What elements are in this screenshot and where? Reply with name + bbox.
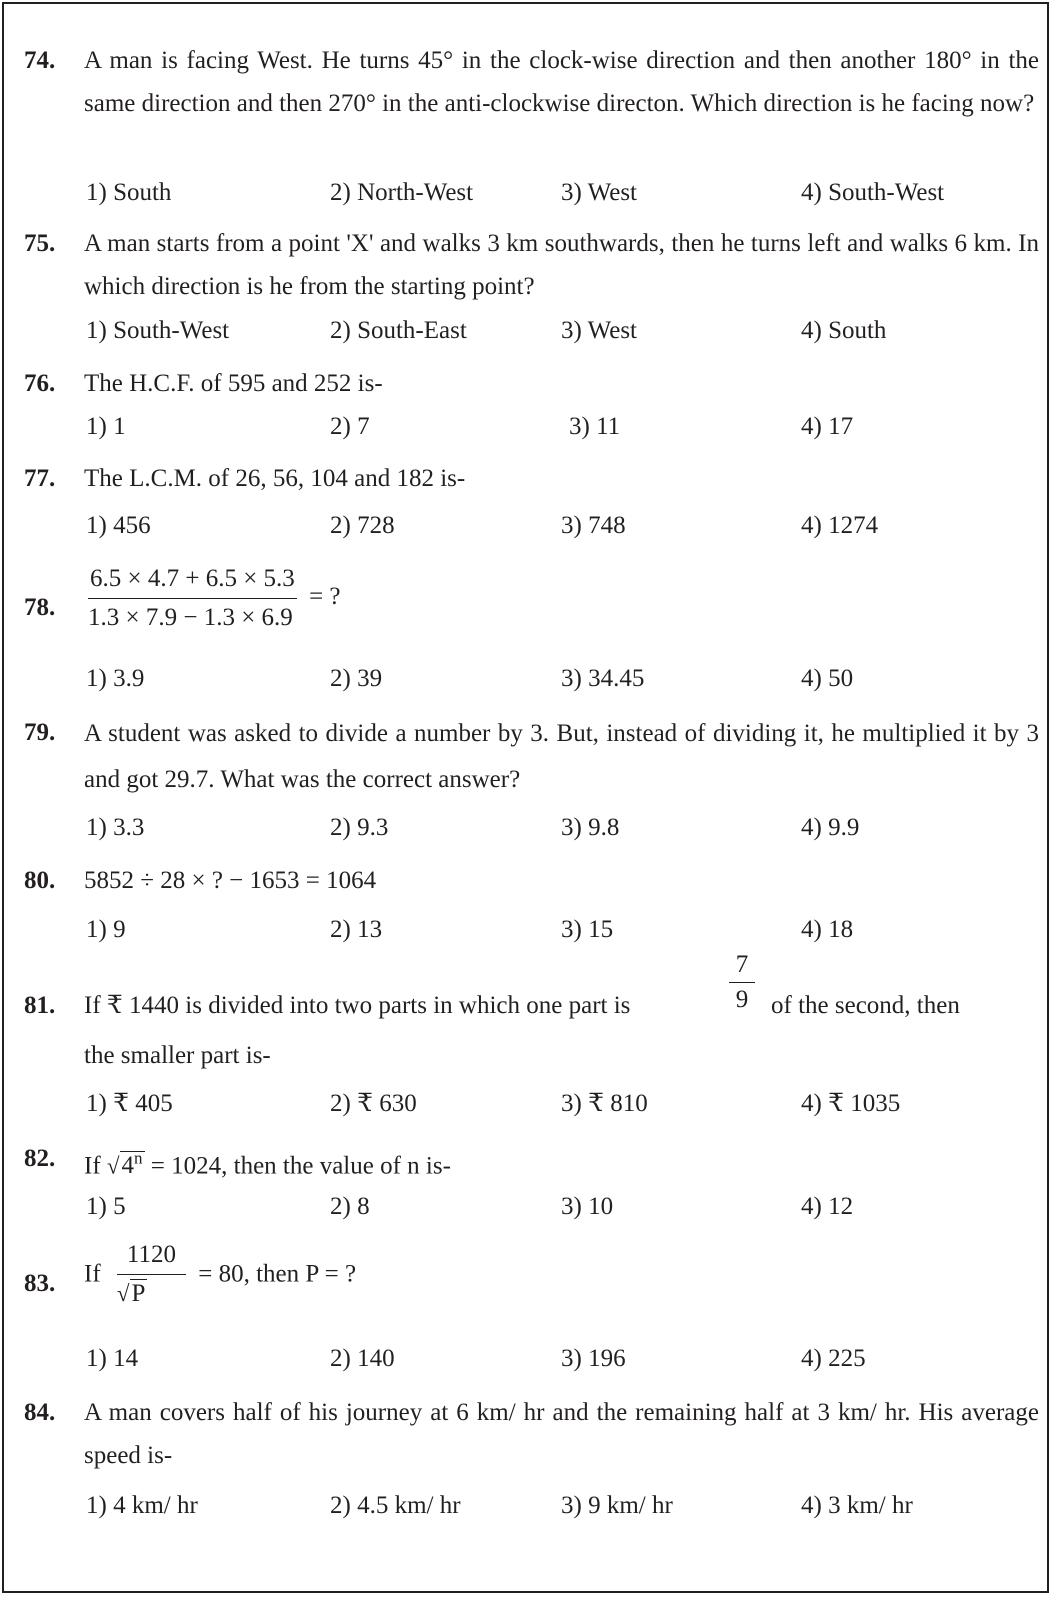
option-1[interactable]: 1) South-West [86,317,230,344]
question-number: 76. [24,370,56,397]
option-1[interactable]: 1) 9 [86,916,126,943]
option-3[interactable]: 3) 748 [561,512,626,539]
question-text-start: If [84,1260,101,1288]
option-3[interactable]: 3) 15 [561,916,614,943]
option-3[interactable]: 3) ₹ 810 [561,1090,648,1117]
option-4[interactable]: 4) 12 [801,1193,854,1220]
option-4[interactable]: 4) South-West [801,179,945,206]
option-3[interactable]: 3) West [561,179,637,206]
option-2[interactable]: 2) 140 [330,1345,395,1372]
fraction-numerator: 6.5 × 4.7 + 6.5 × 5.3 [88,564,297,599]
question-text-line2: the smaller part is- [84,1042,271,1069]
option-2[interactable]: 2) 13 [330,916,383,943]
option-1[interactable]: 1) 4 km/ hr [86,1492,198,1519]
question-number: 78. [24,594,56,621]
square-root [107,1137,145,1187]
option-4[interactable]: 4) 9.9 [801,814,860,841]
option-4[interactable]: 4) 1274 [801,512,879,539]
option-4[interactable]: 4) 17 [801,413,854,440]
question-number: 74. [24,47,56,74]
option-4[interactable]: 4) 3 km/ hr [801,1492,913,1519]
option-3[interactable]: 3) 196 [561,1345,626,1372]
option-2[interactable]: 2) ₹ 630 [330,1090,417,1117]
option-1[interactable]: 1) ₹ 405 [86,1090,173,1117]
question-text-end: = 80, then P = ? [198,1260,357,1288]
question-text: A student was asked to divide a number by 3. But, instead of dividing it, he multiplied it by 3 and got 29.7. What was the correct answer? [84,720,1039,793]
question-number: 83. [24,1270,56,1297]
radicand: P [131,1280,146,1307]
option-2[interactable]: 2) 4.5 km/ hr [330,1492,461,1519]
option-2[interactable]: 2) 8 [330,1193,370,1220]
option-3[interactable]: 3) West [561,317,637,344]
option-4[interactable]: 4) ₹ 1035 [801,1090,901,1117]
question-expression [84,1240,1039,1309]
option-1[interactable]: 1) 3.9 [86,665,145,692]
question-text: 5852 ÷ 28 × ? − 1653 = 1064 [84,867,377,894]
fraction-numerator: 7 [729,948,755,983]
fraction-numerator: 1120 [117,1240,186,1275]
question-number: 82. [24,1145,56,1172]
question-text-end: = 1024, then the value of n is- [150,1152,451,1180]
option-2[interactable]: 2) North-West [330,179,474,206]
question-expression [84,564,1039,633]
question-text: The L.C.M. of 26, 56, 104 and 182 is- [84,465,466,492]
option-4[interactable]: 4) South [801,317,887,344]
radical-sign: √ [106,1153,120,1179]
question-number: 81. [24,992,56,1019]
option-2[interactable]: 2) 7 [330,413,370,440]
question-text [84,1137,1039,1187]
exponent: n [134,1149,143,1168]
radicand-base: 4 [121,1152,135,1180]
option-2[interactable]: 2) 9.3 [330,814,389,841]
question-number: 80. [24,867,56,894]
option-1[interactable]: 1) 5 [86,1193,126,1220]
option-3[interactable]: 3) 9.8 [561,814,620,841]
option-4[interactable]: 4) 50 [801,665,854,692]
option-4[interactable]: 4) 18 [801,916,854,943]
fraction [117,1240,186,1309]
question-text: A man starts from a point 'X' and walks 3 km southwards, then he turns left and walks 6 km. In which direction is he from the starting point? [84,230,1039,300]
expression-tail: = ? [309,583,341,611]
question-text: The H.C.F. of 595 and 252 is- [84,370,383,397]
option-4[interactable]: 4) 225 [801,1345,866,1372]
option-2[interactable]: 2) 728 [330,512,395,539]
fraction [88,564,297,633]
question-text-start: If [84,1152,101,1180]
question-text-end: of the second, then [771,992,960,1019]
option-3[interactable]: 3) 10 [561,1193,614,1220]
fraction-denominator: 1.3 × 7.9 − 1.3 × 6.9 [88,604,293,631]
square-root [117,1279,148,1309]
option-1[interactable]: 1) 14 [86,1345,139,1372]
question-page [2,2,1049,1593]
option-1[interactable]: 1) 1 [86,413,126,440]
option-2[interactable]: 2) South-East [330,317,467,344]
question-text: A man covers half of his journey at 6 km/ hr and the remaining half at 3 km/ hr. His average speed is- [84,1399,1039,1469]
radical-sign: √ [116,1281,130,1306]
fraction-denominator: 9 [735,986,749,1013]
question-text-start: If ₹ 1440 is divided into two parts in which one part is [84,992,631,1019]
question-number: 77. [24,465,56,492]
option-1[interactable]: 1) 456 [86,512,151,539]
fraction [729,948,755,1017]
question-text: A man is facing West. He turns 45° in the clock-wise direction and then another 180° in the same direction and then 270° in the anti-clockwise directon. Which direction is he facing now? [84,47,1039,117]
option-3[interactable]: 3) 11 [569,413,621,440]
question-number: 75. [24,230,56,257]
option-2[interactable]: 2) 39 [330,665,383,692]
fraction-denominator [117,1275,186,1309]
radicand [120,1151,145,1179]
question-number: 79. [24,719,56,746]
option-1[interactable]: 1) 3.3 [86,814,145,841]
option-3[interactable]: 3) 34.45 [561,665,645,692]
option-3[interactable]: 3) 9 km/ hr [561,1492,673,1519]
question-number: 84. [24,1399,56,1426]
option-1[interactable]: 1) South [86,179,172,206]
